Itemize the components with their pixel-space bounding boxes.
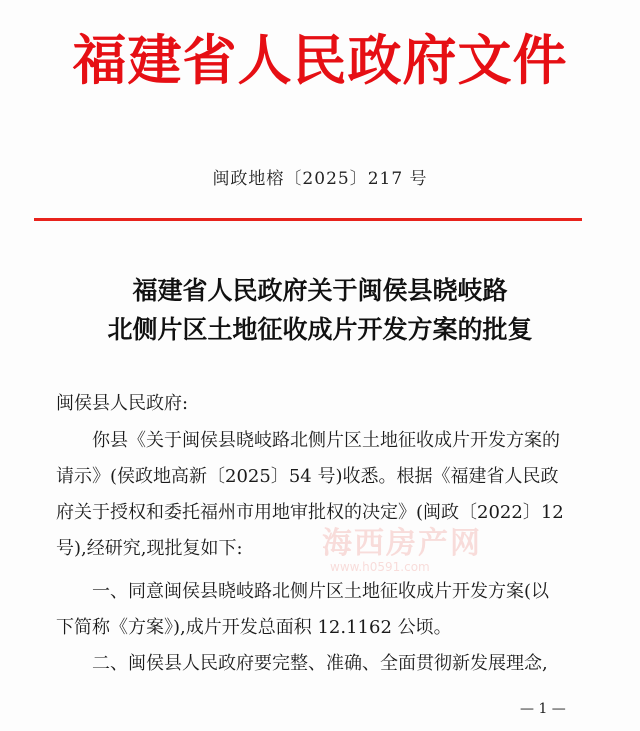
salutation: 闽侯县人民政府: [56, 393, 189, 414]
watermark-logo-text: 海西房产网 [322, 526, 482, 561]
body-line: 请示》(侯政地高新〔2025〕54 号)收悉。根据《福建省人民政 [56, 466, 559, 487]
red-divider-line [34, 218, 582, 221]
body-line: 号),经研究,现批复如下: [56, 538, 243, 559]
watermark-url: www.h0591.com [330, 560, 430, 574]
body-line: 一、同意闽侯县晓岐路北侧片区土地征收成片开发方案(以 [92, 581, 550, 602]
body-line: 你县《关于闽侯县晓岐路北侧片区土地征收成片开发方案的 [92, 430, 560, 451]
body-line: 二、闽侯县人民政府要完整、准确、全面贯彻新发展理念, [92, 653, 548, 674]
document-title-line-1: 福建省人民政府关于闽侯县晓岐路 [132, 276, 508, 305]
document-header-title: 福建省人民政府文件 [72, 28, 568, 92]
document-number: 闽政地榕〔2025〕217 号 [212, 169, 428, 189]
body-line: 府关于授权和委托福州市用地审批权的决定》(闽政〔2022〕12 [56, 502, 564, 523]
document-title-line-2: 北侧片区土地征收成片开发方案的批复 [107, 315, 533, 344]
page-number: — 1 — [520, 701, 566, 717]
body-line: 下简称《方案》),成片开发总面积 12.1162 公顷。 [56, 617, 452, 638]
